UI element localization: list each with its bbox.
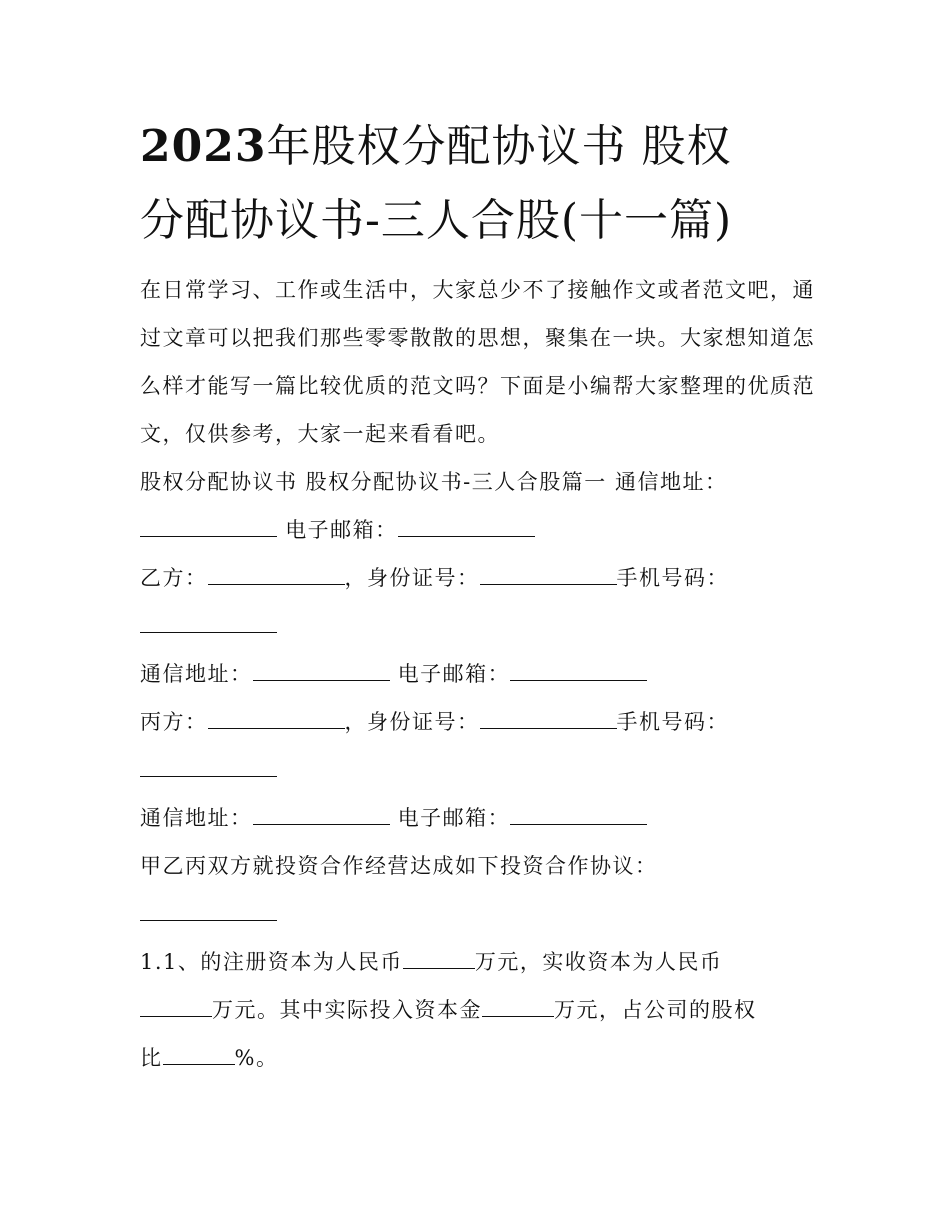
party-a-email-line [140,506,820,554]
party-c-email-blank[interactable] [510,804,647,825]
equity-ratio-blank[interactable] [163,1044,235,1065]
party-b-phone-blank[interactable] [140,612,277,633]
paid-capital-blank[interactable] [140,996,212,1017]
party-c-name-blank[interactable] [208,708,345,729]
clause-text-6: %。 [234,1046,279,1070]
party-b-label: 乙方： [140,566,208,590]
address-label: 通信地址： [140,662,253,686]
party-b-name-blank[interactable] [208,564,345,585]
title-year: 2023 [140,121,267,172]
id-label: ，身份证号： [344,566,480,590]
party-c-phone-line [140,746,820,794]
email-label: 电子邮箱： [397,662,511,686]
party-b-id-blank[interactable] [480,564,617,585]
email-blank[interactable] [398,516,535,537]
party-b-phone-line [140,602,820,650]
phone-label: 手机号码： [616,710,729,734]
address-label: 通信地址： [140,806,253,830]
party-c-address-line [140,794,820,842]
party-b-email-blank[interactable] [510,660,647,681]
email-label: 电子邮箱： [285,518,398,542]
invested-capital-blank[interactable] [482,996,554,1017]
party-b-address-line [140,650,820,698]
email-label: 电子邮箱： [397,806,511,830]
party-c-line [140,698,820,746]
agreement-blank-line [140,890,820,938]
clause-1-1-line1 [140,938,820,986]
clause-text-2: 万元，实收资本为人民币 [474,950,723,974]
clause-1-1-line3 [140,1034,820,1082]
party-c-address-blank[interactable] [253,804,390,825]
agreement-statement: 甲乙丙双方就投资合作经营达成如下投资合作协议： [140,854,658,878]
document-page [140,110,820,1082]
title-line2: 分配协议书-三人合股(十一篇) [140,195,733,246]
clause-1-1-line2 [140,986,820,1034]
agreement-blank[interactable] [140,900,277,921]
section-heading: 股权分配协议书 股权分配协议书-三人合股篇一 通信地址： [140,470,728,494]
clause-text-1: 1.1、的注册资本为人民币 [140,950,403,974]
document-title [140,110,820,258]
title-line1: 年股权分配协议书 股权 [266,121,732,172]
intro-paragraph: 在日常学习、工作或生活中，大家总少不了接触作文或者范文吧，通过文章可以把我们那些零零散散的思想，聚集在一块。大家想知道怎么样才能写一篇比较优质的范文吗？下面是小编帮大家整理的优质范文，仅供参考，大家一起来看看吧。 [140,278,815,446]
id-label: ，身份证号： [344,710,480,734]
phone-label: 手机号码： [616,566,729,590]
party-c-phone-blank[interactable] [140,756,277,777]
registered-capital-blank[interactable] [403,948,475,969]
clause-text-3: 万元。其中实际投入资本金 [212,998,482,1022]
address-blank[interactable] [140,516,277,537]
party-c-label: 丙方： [140,710,208,734]
clause-text-5: 比 [140,1046,163,1070]
party-b-line [140,554,820,602]
party-b-address-blank[interactable] [253,660,390,681]
clause-text-4: 万元，占公司的股权 [554,998,757,1022]
party-c-id-blank[interactable] [480,708,617,729]
